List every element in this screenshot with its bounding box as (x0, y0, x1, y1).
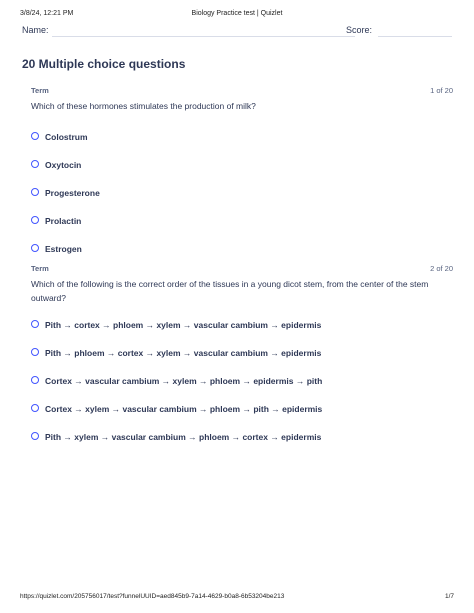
print-header (20, 10, 454, 22)
radio-button-icon[interactable] (31, 244, 39, 252)
question-card-1 (31, 86, 453, 263)
answer-options (31, 123, 453, 263)
question-counter: 1 of 20 (430, 86, 453, 95)
question-text: Which of the following is the correct order of the tissues in a young dicot stem, from the center of the stem outward? (31, 279, 429, 303)
answer-option[interactable] (31, 151, 453, 179)
print-url: https://quizlet.com/205756017/test?funnelUUID=aed845b9-7a14-4629-b0a8-6b53204be213 (20, 593, 285, 600)
answer-option[interactable] (31, 367, 453, 395)
answer-option-label: Pith → phloem → cortex → xylem → vascular cambium → epidermis (45, 348, 322, 358)
radio-button-icon[interactable] (31, 132, 39, 140)
answer-option-label: Pith → xylem → vascular cambium → phloem → cortex → epidermis (45, 432, 322, 442)
answer-option[interactable] (31, 179, 453, 207)
answer-option-label: Estrogen (45, 244, 82, 254)
answer-option-label: Cortex → vascular cambium → xylem → phloem → epidermis → pith (45, 376, 323, 386)
question-text: Which of these hormones stimulates the production of milk? (31, 101, 256, 111)
answer-option-label: Pith → cortex → phloem → xylem → vascular cambium → epidermis (45, 320, 322, 330)
answer-option[interactable] (31, 395, 453, 423)
radio-button-icon[interactable] (31, 404, 39, 412)
print-page-number: 1/7 (444, 593, 454, 600)
radio-button-icon[interactable] (31, 160, 39, 168)
term-label: Term (31, 264, 49, 273)
answer-option-label: Oxytocin (45, 160, 82, 170)
section-title: 20 Multiple choice questions (22, 57, 186, 71)
answer-option-label: Prolactin (45, 216, 82, 226)
score-field-line (378, 36, 452, 37)
print-footer (20, 593, 454, 605)
answer-options (31, 311, 453, 451)
print-datetime: 3/8/24, 12:21 PM (20, 10, 74, 17)
answer-option[interactable] (31, 311, 453, 339)
answer-option[interactable] (31, 235, 453, 263)
answer-option-label: Progesterone (45, 188, 100, 198)
question-counter: 2 of 20 (430, 264, 453, 273)
name-field-line (52, 36, 355, 37)
print-page-title: Biology Practice test | Quizlet (191, 10, 283, 17)
answer-option[interactable] (31, 207, 453, 235)
radio-button-icon[interactable] (31, 216, 39, 224)
answer-option[interactable] (31, 123, 453, 151)
radio-button-icon[interactable] (31, 320, 39, 328)
answer-option-label: Cortex → xylem → vascular cambium → phloem → pith → epidermis (45, 404, 323, 414)
answer-option[interactable] (31, 339, 453, 367)
radio-button-icon[interactable] (31, 348, 39, 356)
radio-button-icon[interactable] (31, 376, 39, 384)
term-label: Term (31, 86, 49, 95)
question-meta (31, 86, 453, 98)
score-label: Score: (346, 25, 373, 35)
question-meta (31, 264, 453, 276)
name-score-row (22, 24, 452, 40)
name-label: Name: (22, 25, 49, 35)
question-card-2 (31, 264, 453, 451)
answer-option[interactable] (31, 423, 453, 451)
radio-button-icon[interactable] (31, 432, 39, 440)
radio-button-icon[interactable] (31, 188, 39, 196)
answer-option-label: Colostrum (45, 132, 88, 142)
